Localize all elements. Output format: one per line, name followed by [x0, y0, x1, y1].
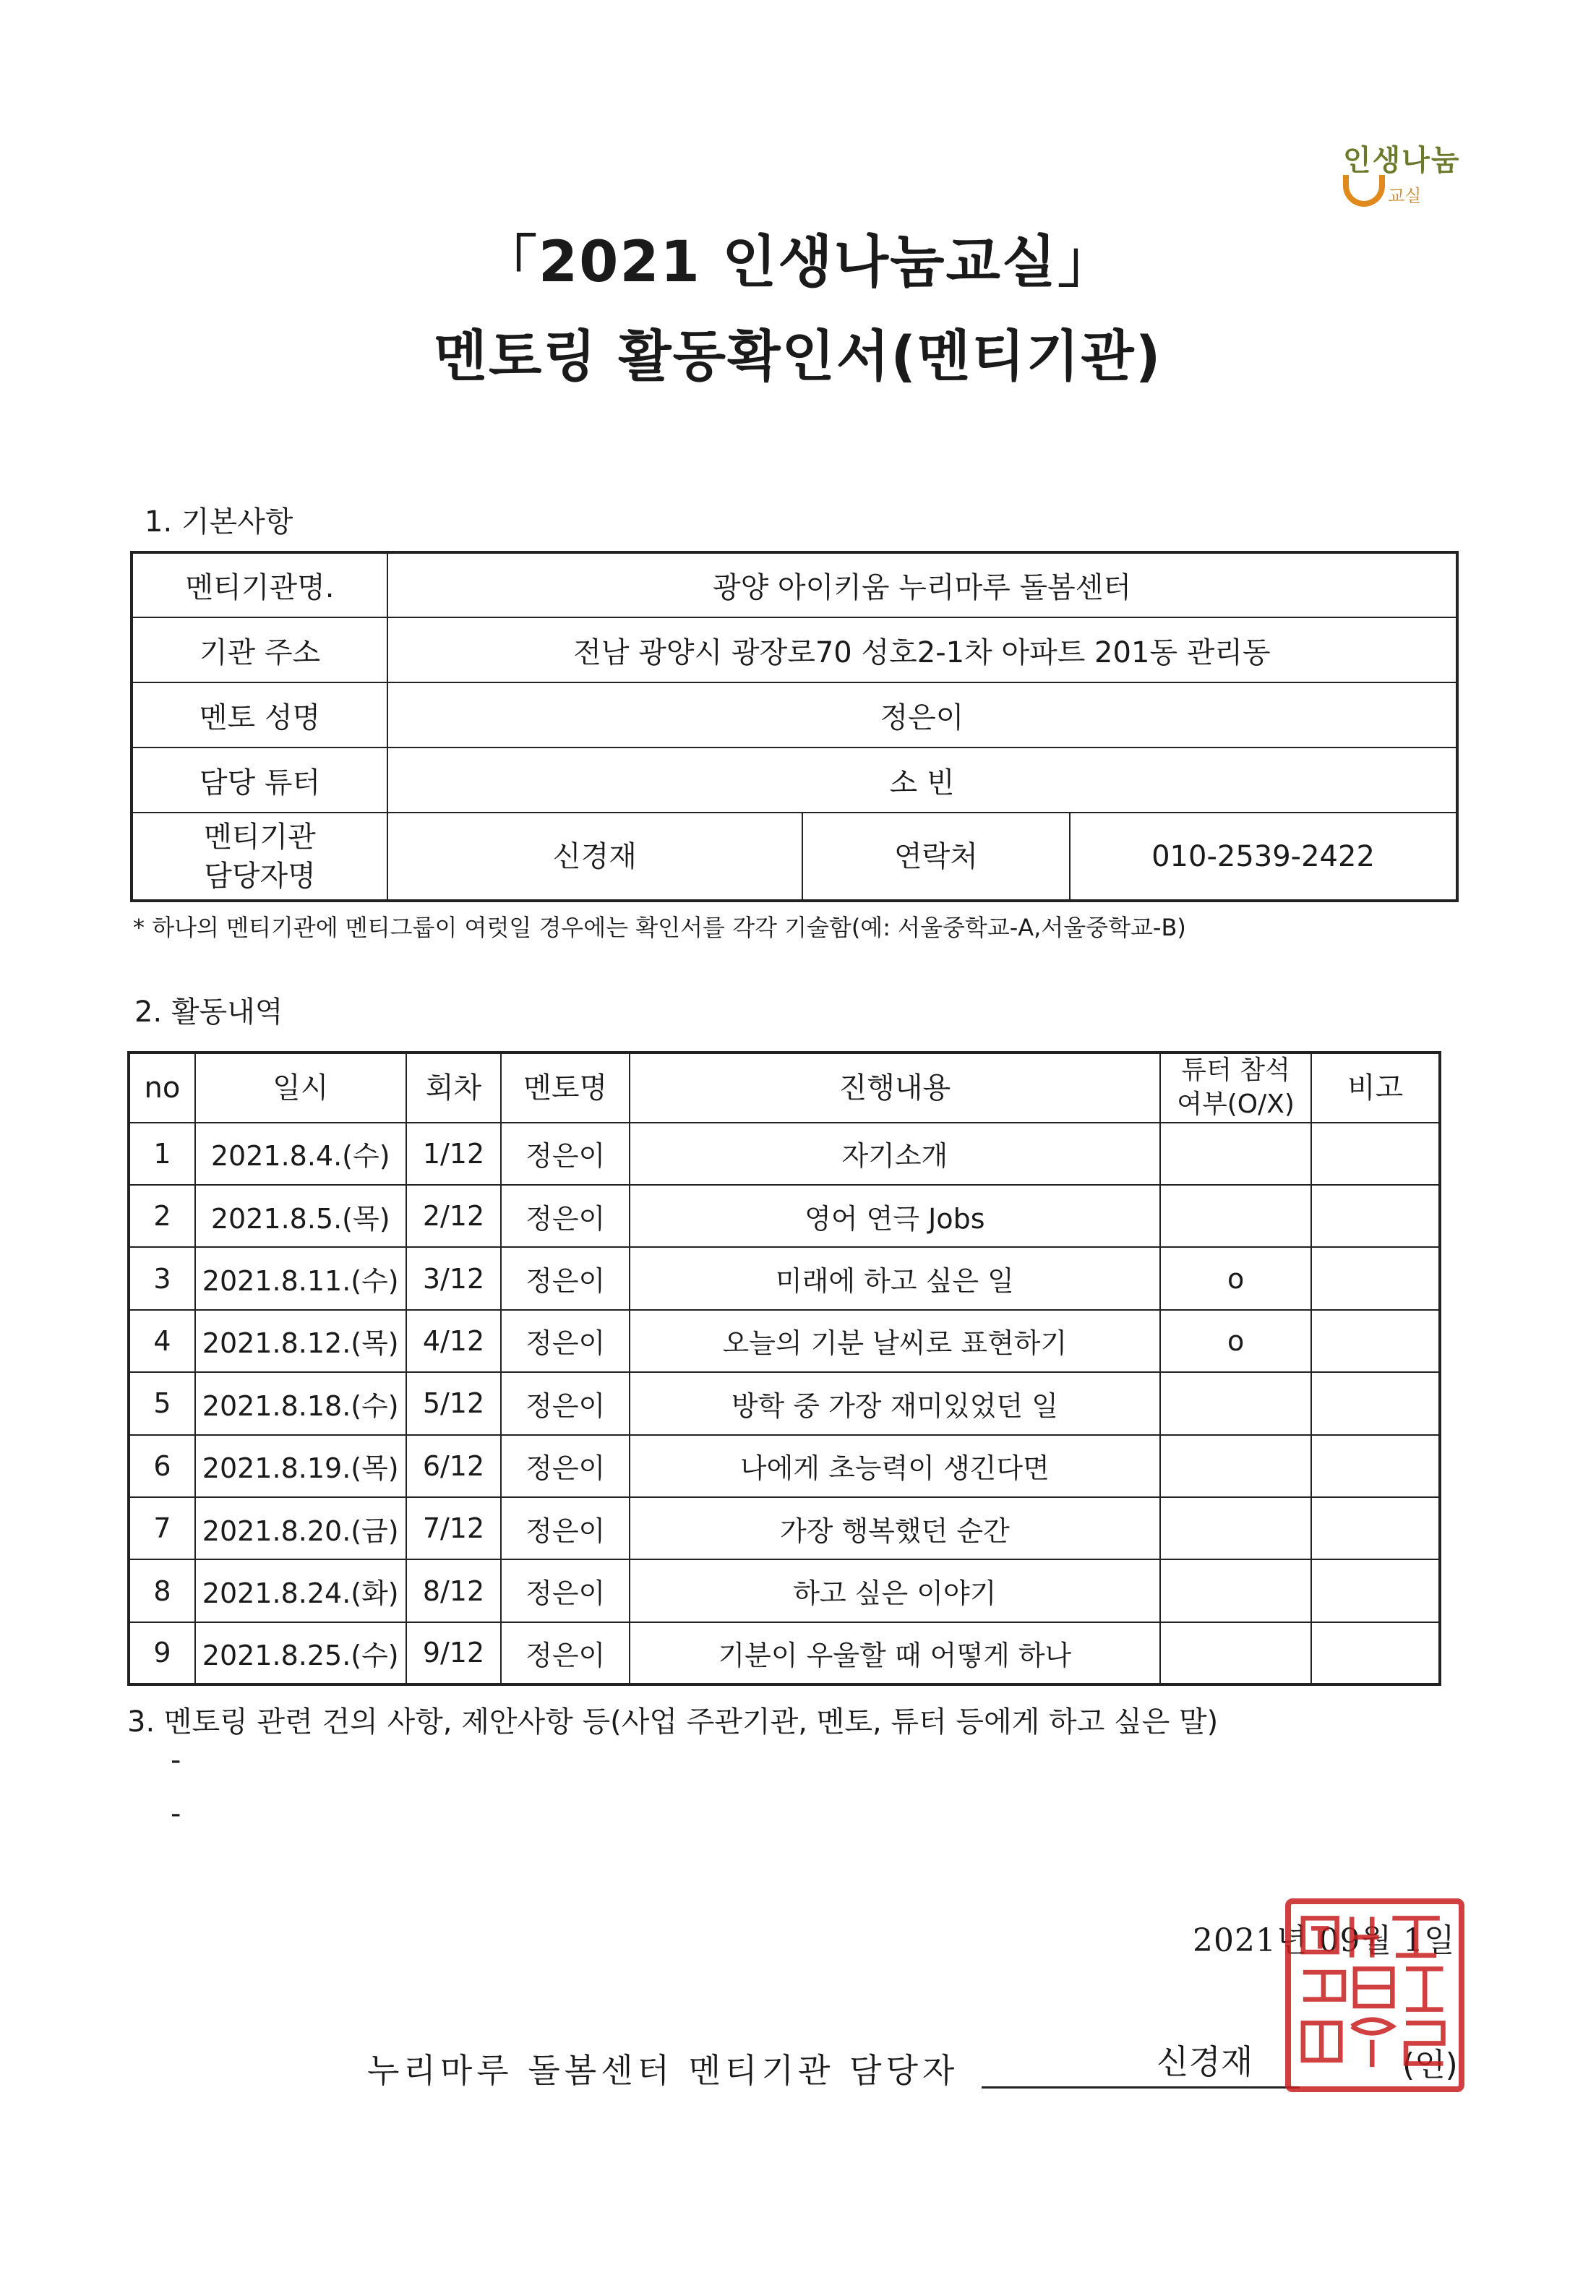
cell-date: 2021.8.25.(수) [195, 1622, 406, 1684]
address-label: 기관 주소 [132, 617, 387, 682]
table-row [129, 1310, 1440, 1372]
section3-heading: 3. 멘토링 관련 건의 사항, 제안사항 등(사업 주관기관, 멘토, 튜터 등에게 하고 싶은 말) [127, 1705, 1219, 1739]
section1-heading: 1. 기본사항 [145, 505, 293, 539]
official-seal-stamp [1285, 1898, 1464, 2092]
cell-date: 2021.8.11.(수) [195, 1247, 406, 1309]
cell-content: 기분이 우울할 때 어떻게 하나 [630, 1622, 1160, 1684]
cell-mentor: 정은이 [501, 1559, 630, 1622]
table-row [129, 1497, 1440, 1559]
logo-text: 인생나눔 [1343, 144, 1461, 177]
document-title-line1: 「2021 인생나눔교실」 [480, 230, 1116, 295]
header-no: no [129, 1053, 195, 1123]
cell-remark [1311, 1310, 1440, 1372]
contact-value: 010-2539-2422 [1070, 813, 1457, 901]
cell-session: 9/12 [406, 1622, 502, 1684]
cell-date: 2021.8.19.(목) [195, 1435, 406, 1497]
cell-session: 8/12 [406, 1559, 502, 1622]
header-attend-line2: 여부(O/X) [1177, 1089, 1295, 1119]
header-attend-line1: 튜터 참석 [1181, 1055, 1290, 1085]
seal-pattern-icon [1291, 1904, 1459, 2086]
tutor-value: 소 빈 [387, 748, 1457, 813]
cell-remark [1311, 1622, 1440, 1684]
cell-mentor: 정은이 [501, 1372, 630, 1434]
cell-remark [1311, 1435, 1440, 1497]
cell-no: 4 [129, 1310, 195, 1372]
header-tutor-attendance [1160, 1053, 1312, 1123]
cell-date: 2021.8.12.(목) [195, 1310, 406, 1372]
cell-content: 하고 싶은 이야기 [630, 1559, 1160, 1622]
table-header-row [129, 1053, 1440, 1123]
cell-tutor-attendance [1160, 1372, 1312, 1434]
cell-no: 9 [129, 1622, 195, 1684]
org-label: 멘티기관명. [132, 552, 387, 617]
cell-tutor-attendance [1160, 1497, 1312, 1559]
signer-label: 누리마루 돌봄센터 멘티기관 담당자 [367, 2051, 959, 2090]
cell-date: 2021.8.18.(수) [195, 1372, 406, 1434]
activity-table [127, 1051, 1441, 1686]
header-date: 일시 [195, 1053, 406, 1123]
mentor-name-label: 멘토 성명 [132, 682, 387, 748]
logo-subtext: 교실 [1388, 186, 1422, 206]
header-content: 진행내용 [630, 1053, 1160, 1123]
program-logo [1343, 137, 1480, 224]
logo-arc-icon [1343, 175, 1385, 207]
cell-content: 자기소개 [630, 1123, 1160, 1185]
note-text: * 하나의 멘티기관에 멘티그룹이 여럿일 경우에는 확인서를 각각 기술함(예: 서울중학교-A,서울중학교-B) [133, 914, 1186, 941]
table-row [129, 1622, 1440, 1684]
cell-tutor-attendance [1160, 1559, 1312, 1622]
cell-mentor: 정은이 [501, 1247, 630, 1309]
table-row [132, 617, 1457, 682]
manager-value: 신경재 [387, 813, 802, 901]
seal-mark-text: (인) [1402, 2047, 1458, 2083]
signature-date: 2021년 09월 1일 [1193, 1922, 1456, 1959]
table-row [132, 813, 1457, 901]
cell-remark [1311, 1123, 1440, 1185]
cell-session: 5/12 [406, 1372, 502, 1434]
table-row [132, 682, 1457, 748]
org-value: 광양 아이키움 누리마루 돌봄센터 [387, 552, 1457, 617]
cell-session: 6/12 [406, 1435, 502, 1497]
cell-no: 1 [129, 1123, 195, 1185]
cell-remark [1311, 1497, 1440, 1559]
section2-heading: 2. 활동내역 [134, 995, 283, 1029]
cell-no: 3 [129, 1247, 195, 1309]
cell-tutor-attendance [1160, 1123, 1312, 1185]
suggestion-item: - [171, 1797, 181, 1830]
signer-name: 신경재 [1157, 2042, 1253, 2081]
cell-content: 오늘의 기분 날씨로 표현하기 [630, 1310, 1160, 1372]
basic-info-table [130, 551, 1459, 902]
cell-content: 가장 행복했던 순간 [630, 1497, 1160, 1559]
cell-session: 7/12 [406, 1497, 502, 1559]
cell-session: 4/12 [406, 1310, 502, 1372]
tutor-label: 담당 튜터 [132, 748, 387, 813]
cell-remark [1311, 1247, 1440, 1309]
cell-mentor: 정은이 [501, 1435, 630, 1497]
cell-content: 미래에 하고 싶은 일 [630, 1247, 1160, 1309]
header-session: 회차 [406, 1053, 502, 1123]
table-row [132, 748, 1457, 813]
cell-session: 3/12 [406, 1247, 502, 1309]
cell-tutor-attendance [1160, 1622, 1312, 1684]
cell-no: 7 [129, 1497, 195, 1559]
table-row [129, 1435, 1440, 1497]
cell-session: 1/12 [406, 1123, 502, 1185]
document-title-line2: 멘토링 활동확인서(멘티기관) [434, 324, 1162, 388]
cell-no: 2 [129, 1185, 195, 1247]
cell-mentor: 정은이 [501, 1185, 630, 1247]
contact-label: 연락처 [802, 813, 1070, 901]
address-value: 전남 광양시 광장로70 성호2-1차 아파트 201동 관리동 [387, 617, 1457, 682]
header-remark: 비고 [1311, 1053, 1440, 1123]
manager-label [132, 813, 387, 901]
signature-line [982, 2086, 1300, 2089]
cell-no: 5 [129, 1372, 195, 1434]
cell-date: 2021.8.5.(목) [195, 1185, 406, 1247]
cell-no: 6 [129, 1435, 195, 1497]
cell-mentor: 정은이 [501, 1123, 630, 1185]
cell-mentor: 정은이 [501, 1497, 630, 1559]
manager-label-line1: 멘티기관 [204, 820, 316, 854]
table-row [129, 1185, 1440, 1247]
cell-no: 8 [129, 1559, 195, 1622]
table-row [129, 1559, 1440, 1622]
cell-content: 영어 연극 Jobs [630, 1185, 1160, 1247]
cell-session: 2/12 [406, 1185, 502, 1247]
manager-label-line2: 담당자명 [204, 859, 316, 893]
cell-mentor: 정은이 [501, 1622, 630, 1684]
table-row [129, 1247, 1440, 1309]
cell-content: 나에게 초능력이 생긴다면 [630, 1435, 1160, 1497]
cell-date: 2021.8.20.(금) [195, 1497, 406, 1559]
table-row [129, 1372, 1440, 1434]
cell-date: 2021.8.4.(수) [195, 1123, 406, 1185]
mentor-name-value: 정은이 [387, 682, 1457, 748]
suggestion-item: - [171, 1744, 181, 1777]
cell-mentor: 정은이 [501, 1310, 630, 1372]
cell-remark [1311, 1185, 1440, 1247]
cell-tutor-attendance [1160, 1185, 1312, 1247]
table-row [129, 1123, 1440, 1185]
cell-tutor-attendance: o [1160, 1310, 1312, 1372]
cell-date: 2021.8.24.(화) [195, 1559, 406, 1622]
cell-content: 방학 중 가장 재미있었던 일 [630, 1372, 1160, 1434]
cell-remark [1311, 1559, 1440, 1622]
table-row [132, 552, 1457, 617]
cell-tutor-attendance [1160, 1435, 1312, 1497]
header-mentor: 멘토명 [501, 1053, 630, 1123]
cell-remark [1311, 1372, 1440, 1434]
cell-tutor-attendance: o [1160, 1247, 1312, 1309]
